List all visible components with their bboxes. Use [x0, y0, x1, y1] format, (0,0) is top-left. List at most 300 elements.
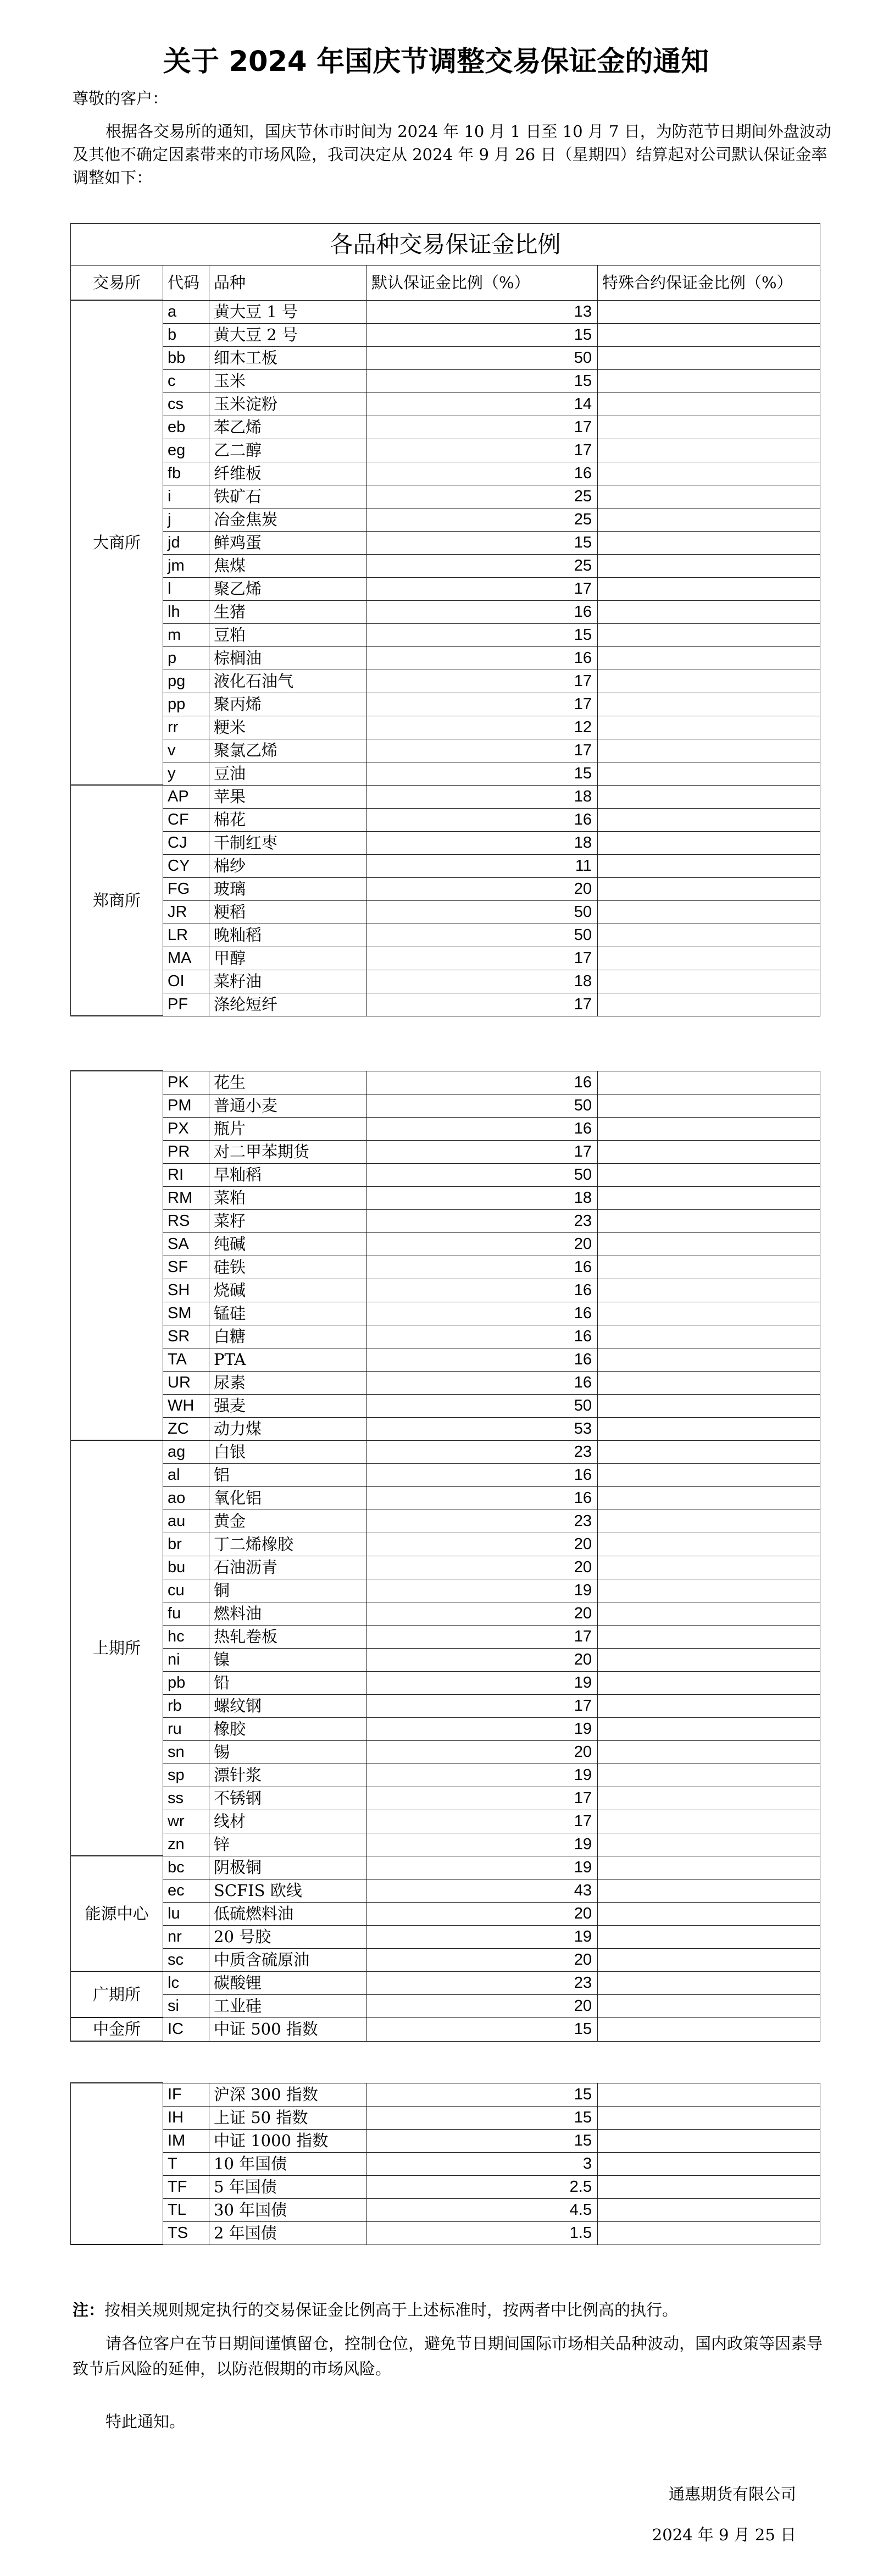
special-rate-cell [598, 993, 820, 1016]
table-row [71, 947, 820, 970]
signature-date: 2024 年 9 月 25 日 [652, 2525, 796, 2544]
exchange-cell: 中金所 [71, 2017, 163, 2041]
default-rate-cell: 2.5 [367, 2175, 598, 2198]
default-rate-cell: 17 [367, 739, 598, 762]
special-rate-cell [598, 2106, 820, 2129]
table-row [71, 1279, 820, 1302]
code-cell: jm [163, 554, 209, 577]
name-cell: 豆粕 [209, 623, 367, 646]
code-cell: PR [163, 1140, 209, 1163]
default-rate-cell: 20 [367, 1902, 598, 1925]
special-rate-cell [598, 1117, 820, 1140]
special-rate-cell [598, 2017, 820, 2041]
code-cell: jd [163, 531, 209, 554]
name-cell: 菜籽油 [209, 970, 367, 993]
code-cell: bu [163, 1556, 209, 1579]
name-cell: 氧化铝 [209, 1486, 367, 1510]
table-row [71, 1232, 820, 1256]
table-row [71, 1764, 820, 1787]
default-rate-cell: 23 [367, 1209, 598, 1232]
table-row [71, 1879, 820, 1902]
name-cell: 漂针浆 [209, 1764, 367, 1787]
default-rate-cell: 4.5 [367, 2198, 598, 2221]
name-cell: 30 年国债 [209, 2198, 367, 2221]
name-cell: 碳酸锂 [209, 1971, 367, 1994]
special-rate-cell [598, 393, 820, 416]
table-row [71, 1902, 820, 1925]
special-rate-cell [598, 2152, 820, 2175]
default-rate-cell: 16 [367, 1486, 598, 1510]
table-row [71, 1186, 820, 1209]
default-rate-cell: 50 [367, 1394, 598, 1417]
code-cell: rb [163, 1694, 209, 1717]
table-caption: 各品种交易保证金比例 [71, 224, 820, 266]
code-cell: a [163, 300, 209, 323]
default-rate-cell: 17 [367, 439, 598, 462]
name-cell: 锌 [209, 1833, 367, 1856]
code-cell: y [163, 762, 209, 785]
default-rate-cell: 53 [367, 1417, 598, 1440]
code-cell: ss [163, 1787, 209, 1810]
table-row [71, 1533, 820, 1556]
default-rate-cell: 18 [367, 831, 598, 854]
special-rate-cell [598, 1071, 820, 1094]
special-rate-cell [598, 1717, 820, 1740]
name-cell: 黄金 [209, 1510, 367, 1533]
code-cell: i [163, 485, 209, 508]
code-cell: SR [163, 1325, 209, 1348]
name-cell: 上证 50 指数 [209, 2106, 367, 2129]
default-rate-cell: 3 [367, 2152, 598, 2175]
table-row [71, 623, 820, 646]
table-row [71, 1140, 820, 1163]
table-row [71, 2175, 820, 2198]
special-rate-cell [598, 1232, 820, 1256]
table-row [71, 1833, 820, 1856]
default-rate-cell: 19 [367, 1856, 598, 1879]
default-rate-cell: 20 [367, 1948, 598, 1971]
name-cell: 液化石油气 [209, 670, 367, 693]
special-rate-cell [598, 831, 820, 854]
default-rate-cell: 19 [367, 1925, 598, 1948]
code-cell: pg [163, 670, 209, 693]
special-rate-cell [598, 1833, 820, 1856]
default-rate-cell: 50 [367, 346, 598, 369]
name-cell: 黄大豆 2 号 [209, 323, 367, 346]
code-cell: TA [163, 1348, 209, 1371]
special-rate-cell [598, 739, 820, 762]
special-rate-cell [598, 1094, 820, 1117]
code-cell: lc [163, 1971, 209, 1994]
table-row [71, 1787, 820, 1810]
name-cell: 20 号胶 [209, 1925, 367, 1948]
special-rate-cell [598, 1740, 820, 1764]
name-cell: 尿素 [209, 1371, 367, 1394]
special-rate-cell [598, 439, 820, 462]
name-cell: 聚氯乙烯 [209, 739, 367, 762]
code-cell: v [163, 739, 209, 762]
code-cell: IM [163, 2129, 209, 2152]
exchange-cell [71, 1071, 163, 1440]
table-row [71, 485, 820, 508]
table-row [71, 785, 820, 808]
default-rate-cell: 17 [367, 670, 598, 693]
name-cell: 不锈钢 [209, 1787, 367, 1810]
name-cell: 动力煤 [209, 1417, 367, 1440]
exchange-cell: 能源中心 [71, 1856, 163, 1971]
table-row [71, 2083, 820, 2106]
special-rate-cell [598, 1510, 820, 1533]
name-cell: 早籼稻 [209, 1163, 367, 1186]
table-row [71, 970, 820, 993]
name-cell: 锰硅 [209, 1302, 367, 1325]
code-cell: si [163, 1994, 209, 2017]
special-rate-cell [598, 1556, 820, 1579]
default-rate-cell: 50 [367, 1163, 598, 1186]
code-cell: wr [163, 1810, 209, 1833]
code-cell: l [163, 577, 209, 600]
code-cell: eg [163, 439, 209, 462]
table-row [71, 531, 820, 554]
special-rate-cell [598, 762, 820, 785]
special-rate-cell [598, 577, 820, 600]
name-cell: 低硫燃料油 [209, 1902, 367, 1925]
margin-table-part-3 [70, 2082, 820, 2245]
code-cell: eb [163, 416, 209, 439]
default-rate-cell: 17 [367, 693, 598, 716]
code-cell: CF [163, 808, 209, 831]
special-rate-cell [598, 508, 820, 531]
name-cell: 10 年国债 [209, 2152, 367, 2175]
special-rate-cell [598, 1925, 820, 1948]
code-cell: PX [163, 1117, 209, 1140]
code-cell: fb [163, 462, 209, 485]
default-rate-cell: 16 [367, 1348, 598, 1371]
table-row [71, 369, 820, 393]
special-rate-cell [598, 646, 820, 670]
margin-table-part-2 [70, 1070, 820, 2042]
name-cell: 螺纹钢 [209, 1694, 367, 1717]
special-rate-cell [598, 1625, 820, 1648]
table-row [71, 1625, 820, 1648]
name-cell: 中证 1000 指数 [209, 2129, 367, 2152]
code-cell: SA [163, 1232, 209, 1256]
code-cell: ag [163, 1440, 209, 1463]
table-row [71, 1602, 820, 1625]
default-rate-cell: 15 [367, 323, 598, 346]
header-name: 品种 [209, 266, 367, 301]
default-rate-cell: 20 [367, 1232, 598, 1256]
special-rate-cell [598, 924, 820, 947]
code-cell: IC [163, 2017, 209, 2041]
name-cell: 棉纱 [209, 854, 367, 877]
table-row [71, 693, 820, 716]
default-rate-cell: 17 [367, 1787, 598, 1810]
code-cell: cu [163, 1579, 209, 1602]
name-cell: 中证 500 指数 [209, 2017, 367, 2041]
exchange-cell: 广期所 [71, 1971, 163, 2017]
special-rate-cell [598, 1186, 820, 1209]
table-row [71, 323, 820, 346]
table-row [71, 1256, 820, 1279]
code-cell: FG [163, 877, 209, 900]
default-rate-cell: 18 [367, 785, 598, 808]
default-rate-cell: 16 [367, 808, 598, 831]
header-special-rate: 特殊合约保证金比例（%） [598, 266, 820, 301]
special-rate-cell [598, 877, 820, 900]
code-cell: PK [163, 1071, 209, 1094]
table-row [71, 1579, 820, 1602]
code-cell: lh [163, 600, 209, 623]
default-rate-cell: 16 [367, 462, 598, 485]
code-cell: RI [163, 1163, 209, 1186]
special-rate-cell [598, 970, 820, 993]
table-row [71, 1717, 820, 1740]
table-row [71, 577, 820, 600]
default-rate-cell: 1.5 [367, 2221, 598, 2245]
table-row [71, 346, 820, 369]
name-cell: 2 年国债 [209, 2221, 367, 2245]
note [73, 2297, 834, 2323]
name-cell: 白糖 [209, 1325, 367, 1348]
special-rate-cell [598, 2198, 820, 2221]
default-rate-cell: 15 [367, 531, 598, 554]
table-row [71, 808, 820, 831]
name-cell: 铜 [209, 1579, 367, 1602]
code-cell: p [163, 646, 209, 670]
name-cell: PTA [209, 1348, 367, 1371]
salutation: 尊敬的客户： [73, 89, 169, 108]
name-cell: 生猪 [209, 600, 367, 623]
code-cell: sp [163, 1764, 209, 1787]
exchange-cell: 上期所 [71, 1440, 163, 1856]
table-row [71, 1648, 820, 1671]
code-cell: c [163, 369, 209, 393]
default-rate-cell: 17 [367, 416, 598, 439]
margin-table-part-1 [70, 223, 820, 1016]
default-rate-cell: 16 [367, 1117, 598, 1140]
code-cell: MA [163, 947, 209, 970]
default-rate-cell: 15 [367, 2106, 598, 2129]
name-cell: 丁二烯橡胶 [209, 1533, 367, 1556]
special-rate-cell [598, 808, 820, 831]
code-cell: UR [163, 1371, 209, 1394]
code-cell: fu [163, 1602, 209, 1625]
special-rate-cell [598, 369, 820, 393]
special-rate-cell [598, 1209, 820, 1232]
header-code: 代码 [163, 266, 209, 301]
table-row [71, 1417, 820, 1440]
header-default-rate: 默认保证金比例（%） [367, 266, 598, 301]
name-cell: 干制红枣 [209, 831, 367, 854]
default-rate-cell: 19 [367, 1717, 598, 1740]
name-cell: 热轧卷板 [209, 1625, 367, 1648]
name-cell: 细木工板 [209, 346, 367, 369]
table-row [71, 1440, 820, 1463]
default-rate-cell: 17 [367, 1694, 598, 1717]
code-cell: nr [163, 1925, 209, 1948]
name-cell: 菜粕 [209, 1186, 367, 1209]
table-row [71, 1463, 820, 1486]
special-rate-cell [598, 623, 820, 646]
name-cell: 冶金焦炭 [209, 508, 367, 531]
default-rate-cell: 19 [367, 1579, 598, 1602]
default-rate-cell: 43 [367, 1879, 598, 1902]
special-rate-cell [598, 1810, 820, 1833]
note-label: 注： [73, 2301, 105, 2319]
special-rate-cell [598, 1994, 820, 2017]
special-rate-cell [598, 1971, 820, 1994]
table-row [71, 1971, 820, 1994]
default-rate-cell: 16 [367, 1279, 598, 1302]
name-cell: 强麦 [209, 1394, 367, 1417]
table-row [71, 1209, 820, 1232]
default-rate-cell: 16 [367, 1325, 598, 1348]
name-cell: 烧碱 [209, 1279, 367, 1302]
exchange-cell: 大商所 [71, 300, 163, 785]
code-cell: bc [163, 1856, 209, 1879]
name-cell: 5 年国债 [209, 2175, 367, 2198]
exchange-cell: 郑商所 [71, 785, 163, 1016]
default-rate-cell: 15 [367, 2129, 598, 2152]
code-cell: SH [163, 1279, 209, 1302]
special-rate-cell [598, 716, 820, 739]
table-row [71, 508, 820, 531]
default-rate-cell: 15 [367, 2083, 598, 2106]
code-cell: OI [163, 970, 209, 993]
code-cell: SF [163, 1256, 209, 1279]
table-row [71, 1071, 820, 1094]
table-row [71, 670, 820, 693]
table-row [71, 300, 820, 323]
name-cell: 阴极铜 [209, 1856, 367, 1879]
code-cell: pb [163, 1671, 209, 1694]
table-row [71, 2106, 820, 2129]
name-cell: 玻璃 [209, 877, 367, 900]
table-row [71, 762, 820, 785]
name-cell: 黄大豆 1 号 [209, 300, 367, 323]
intro-paragraph: 根据各交易所的通知，国庆节休市时间为 2024 年 10 月 1 日至 10 月 7 日，为防范节日期间外盘波动及其他不确定因素带来的市场风险，我司决定从 2024 年 9 月 26 日（星期四）结算起对公司默认保证金率调整如下： [73, 122, 831, 187]
header-exchange: 交易所 [71, 266, 163, 301]
special-rate-cell [598, 554, 820, 577]
name-cell: 花生 [209, 1071, 367, 1094]
default-rate-cell: 17 [367, 577, 598, 600]
special-rate-cell [598, 1579, 820, 1602]
name-cell: 玉米 [209, 369, 367, 393]
default-rate-cell: 14 [367, 393, 598, 416]
name-cell: 铝 [209, 1463, 367, 1486]
default-rate-cell: 17 [367, 993, 598, 1016]
code-cell: T [163, 2152, 209, 2175]
table-row [71, 900, 820, 924]
default-rate-cell: 13 [367, 300, 598, 323]
default-rate-cell: 25 [367, 554, 598, 577]
name-cell: 棉花 [209, 808, 367, 831]
name-cell: 棕榈油 [209, 646, 367, 670]
code-cell: al [163, 1463, 209, 1486]
table-row [71, 1325, 820, 1348]
special-rate-cell [598, 785, 820, 808]
code-cell: br [163, 1533, 209, 1556]
default-rate-cell: 50 [367, 924, 598, 947]
table-row [71, 1694, 820, 1717]
default-rate-cell: 17 [367, 947, 598, 970]
special-rate-cell [598, 947, 820, 970]
table-row [71, 924, 820, 947]
special-rate-cell [598, 600, 820, 623]
special-rate-cell [598, 1533, 820, 1556]
table-row [71, 393, 820, 416]
special-rate-cell [598, 670, 820, 693]
table-row [71, 2017, 820, 2041]
default-rate-cell: 20 [367, 1648, 598, 1671]
special-rate-cell [598, 1302, 820, 1325]
name-cell: 豆油 [209, 762, 367, 785]
table-row [71, 993, 820, 1016]
name-cell: 菜籽 [209, 1209, 367, 1232]
table-row [71, 1348, 820, 1371]
code-cell: JR [163, 900, 209, 924]
default-rate-cell: 18 [367, 970, 598, 993]
special-rate-cell [598, 1648, 820, 1671]
name-cell: 纤维板 [209, 462, 367, 485]
special-rate-cell [598, 693, 820, 716]
special-rate-cell [598, 2221, 820, 2245]
default-rate-cell: 50 [367, 1094, 598, 1117]
default-rate-cell: 23 [367, 1510, 598, 1533]
special-rate-cell [598, 1394, 820, 1417]
name-cell: 铁矿石 [209, 485, 367, 508]
name-cell: 苯乙烯 [209, 416, 367, 439]
default-rate-cell: 20 [367, 1994, 598, 2017]
default-rate-cell: 15 [367, 762, 598, 785]
name-cell: 晚籼稻 [209, 924, 367, 947]
table-row [71, 2129, 820, 2152]
table-row [71, 462, 820, 485]
code-cell: j [163, 508, 209, 531]
code-cell: CJ [163, 831, 209, 854]
name-cell: 石油沥青 [209, 1556, 367, 1579]
code-cell: PF [163, 993, 209, 1016]
table-row [71, 600, 820, 623]
default-rate-cell: 16 [367, 1371, 598, 1394]
special-rate-cell [598, 485, 820, 508]
code-cell: bb [163, 346, 209, 369]
name-cell: 中质含硫原油 [209, 1948, 367, 1971]
default-rate-cell: 19 [367, 1833, 598, 1856]
code-cell: WH [163, 1394, 209, 1417]
code-cell: sc [163, 1948, 209, 1971]
default-rate-cell: 16 [367, 1071, 598, 1094]
code-cell: lu [163, 1902, 209, 1925]
code-cell: m [163, 623, 209, 646]
default-rate-cell: 18 [367, 1186, 598, 1209]
default-rate-cell: 19 [367, 1671, 598, 1694]
name-cell: 硅铁 [209, 1256, 367, 1279]
default-rate-cell: 20 [367, 1556, 598, 1579]
special-rate-cell [598, 462, 820, 485]
special-rate-cell [598, 1279, 820, 1302]
special-rate-cell [598, 300, 820, 323]
table-row [71, 831, 820, 854]
name-cell: 鲜鸡蛋 [209, 531, 367, 554]
code-cell: au [163, 1510, 209, 1533]
default-rate-cell: 16 [367, 646, 598, 670]
table-row [71, 1994, 820, 2017]
name-cell: 线材 [209, 1810, 367, 1833]
special-rate-cell [598, 1163, 820, 1186]
name-cell: 对二甲苯期货 [209, 1140, 367, 1163]
